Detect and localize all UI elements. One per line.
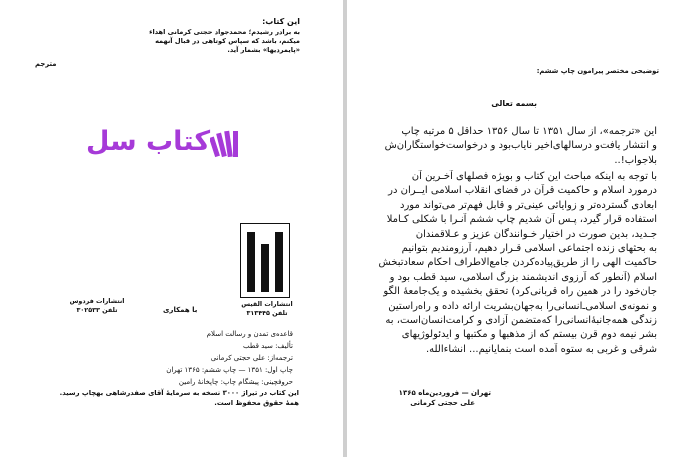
translator-tag: مترجم [35,60,57,68]
publisher-right-name: انتشارات القیس [241,300,293,308]
right-page [347,0,687,457]
text-line: درمورد اسلام و حاکمیت قرآن در فضای انقلاب اسلامی ایــران در [388,185,657,197]
publisher-left-name: انتشارات فردوس [69,297,125,305]
printing-line: حروفچینی: پیشگام چاپ: چاپخانهٔ رامین [178,378,293,386]
signature-date: تهران — فروردین‌ماه ۱۳۶۵ [398,389,491,397]
text-line: جـدید، بدین صورت در اختیار خـوانندگان عزیز و عـلاقمندان [415,228,657,240]
text-line: ابعادی گسترده‌تر و زوایائی عینی‌تر و قابل فهم‌تر می‌تواند مورد [400,199,657,211]
logo-bar [261,244,269,292]
text-line: جان‌خود را در همین راه قربانی‌کرد) تحقق بخشیده و یک‌جامعهٔ الگو [383,286,657,298]
text-line: زندگی همه‌جانبهٔ‌انسانی‌را که‌متضمن آزادی و کرامت‌انسان‌است، به [385,315,657,327]
paragraph-2 [369,170,657,357]
text-line: بلاجواب!.. [614,154,657,166]
publisher-right-phone: تلفن ۳۱۳۴۴۵ [246,309,288,317]
watermark-text: کتاب سل [86,126,211,157]
author-line: تألیف: سید قطب [243,342,293,350]
translator-line: ترجمه‌از: علی حجتی کرمانی [210,354,293,362]
text-line: حاکمیت الهی را از طریق‌پیاده‌کردن جامع‌الاطراف احکام سعادتبخش [378,257,657,269]
collaboration-label: با همکاری [163,306,198,314]
text-line: شرقی و غربی به ستوه آمده است بنمایانیم... انشاءالله. [425,343,657,355]
text-line: این «ترجمه»، از سال ۱۳۵۱ تا سال ۱۳۵۶ حداقل ۵ مرتبه چاپ [401,126,657,137]
print-run-line: این کتاب در تیراژ ۳۰۰۰ نسخه به سرمایهٔ آقای صفدرشاهی بهچاپ رسید. [59,389,299,397]
publisher-logo [240,223,290,298]
text-line: به بحثهای زنده اجتماعی اسلامی قـرار دهیم، آرزومندیم بتوانیم [401,243,657,255]
left-page [0,0,343,457]
edition-line: چاپ اول: ۱۳۵۱ — چاپ ششم: ۱۳۶۵ تهران [166,366,293,374]
paragraph-1 [369,125,657,168]
text-line: و انتشار یافت‌و درسالهای‌اخیر نایاب‌بود و درخواست‌خواستگاران‌ش [384,140,657,152]
section-heading: توضیحی مختصر پیرامون چاپ ششم: [536,67,659,75]
copyright-line: همهٔ حقوق محفوظ است. [214,399,299,407]
dedication-line: میکنم، باشد که سپاس کوتاهی در قبال آنهمه [155,37,300,45]
watermark-logo [86,123,246,163]
dedication-title: این کتاب: [262,17,300,26]
text-line: با توجه به اینکه مباحث این کتاب و بویژه فصلهای آخـرین آن [411,171,657,182]
logo-bar [247,232,255,292]
dedication-text [80,28,300,55]
book-title-line: قاعده‌ی تمدن و رسالت اسلام [206,330,293,338]
text-line: استفاده قرار گیرد، پـس آن شدیم چاپ ششم آنـرا با شکلی کـاملا [386,214,657,226]
signature-name: علی حجتی کرمانی [410,399,475,407]
text-line: بشر نیمه دوم قرن بیستم که از مذهبها و مکتبها و ایدئولوژیهای [401,329,657,341]
dedication-line: «پایمردیها» بشمار آید. [227,46,300,54]
text-line: و نمونه‌ی اسلامی‌ـ‌انسانی‌را به‌جهان‌بشریت ارائه داده و راه‌راستین [388,300,657,312]
books-icon [210,127,244,159]
logo-bar [275,232,283,292]
dedication-line: به برادر رشیدم؛ محمدجواد حجتی کرمانی اهداء [149,28,300,36]
publisher-left-phone: تلفن ۳۰۲۵۳۳ [76,306,118,314]
text-line: اسلام (آنطور که آرزوی اندیشمند بزرگ اسلامی، سید قطب بود و [389,271,657,283]
bismillah: بسمه تعالی [491,99,537,108]
